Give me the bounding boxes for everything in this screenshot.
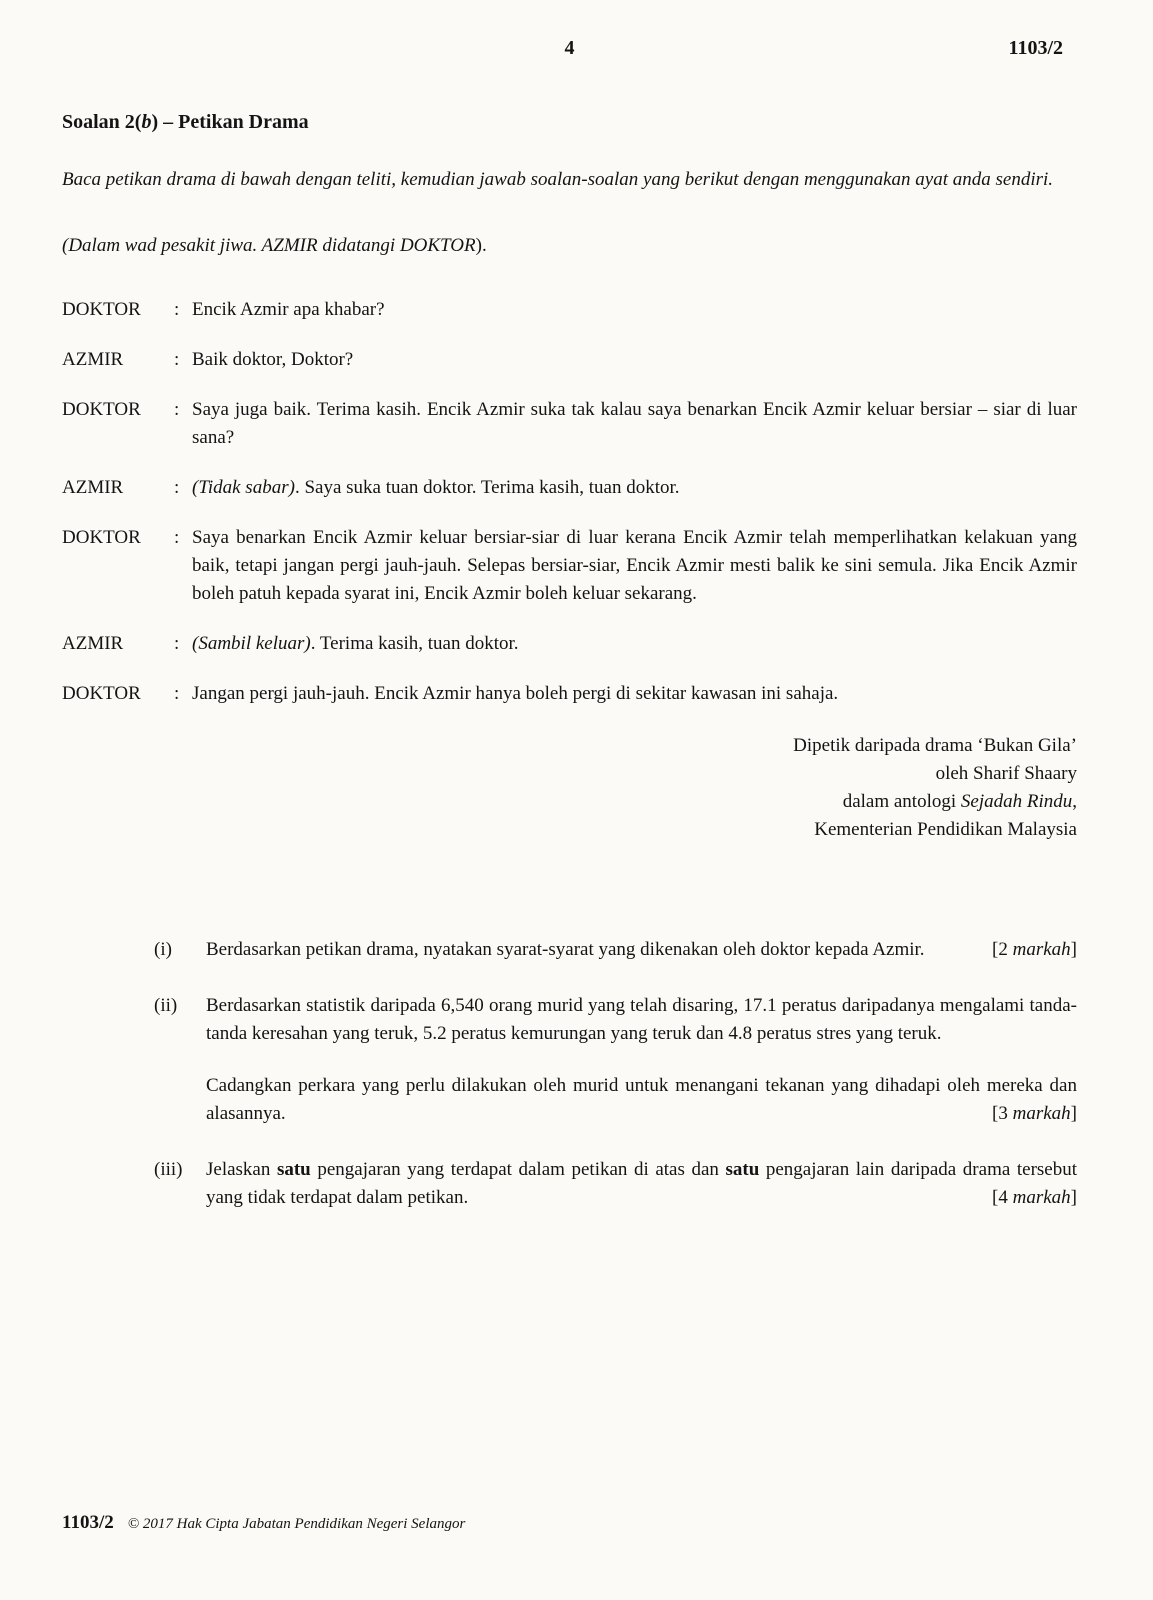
- question-iii-bold1: satu: [276, 1159, 311, 1180]
- dialogue-line-3: [62, 396, 1077, 452]
- speech-body: Encik Azmir apa khabar?: [192, 299, 385, 320]
- question-i-text: [206, 936, 1077, 964]
- question-i-text-body: Berdasarkan petikan drama, nyatakan syarat-syarat yang dikenakan oleh doktor kepada Azmir.: [206, 939, 925, 960]
- attribution-line-anthology: [62, 788, 1077, 816]
- marks-word: markah: [1012, 1103, 1071, 1124]
- attribution-line-publisher: Kementerian Pendidikan Malaysia: [814, 819, 1077, 840]
- colon-separator: :: [174, 477, 180, 498]
- marks-prefix: [4: [992, 1187, 1013, 1208]
- question-ii-label: (ii): [154, 995, 178, 1016]
- speech-text: [192, 346, 1077, 374]
- stage-cue: (Sambil keluar): [192, 633, 311, 654]
- speech-text: [192, 524, 1077, 608]
- speaker-name: AZMIR: [62, 477, 124, 498]
- dialogue-block: [62, 296, 1077, 708]
- speech-text: [192, 680, 1077, 708]
- colon-separator: :: [174, 299, 180, 320]
- speaker-name: AZMIR: [62, 633, 124, 654]
- speech-text: [192, 630, 1077, 658]
- question-i: [154, 936, 1077, 964]
- question-ii-paragraph-1: Berdasarkan statistik daripada 6,540 orang murid yang telah disaring, 17.1 peratus daripadanya mengalami tanda-tanda keresahan yang teruk, 5.2 peratus kemurungan yang teruk dan 4.8 peratus stres yang teruk.: [206, 995, 1077, 1044]
- speaker-name: AZMIR: [62, 349, 124, 370]
- question-ii-body: [206, 992, 1077, 1128]
- marks-word: markah: [1012, 1187, 1071, 1208]
- speech-body: Jangan pergi jauh-jauh. Encik Azmir hanya boleh pergi di sekitar kawasan ini sahaja.: [192, 683, 839, 704]
- section-title-prefix: Soalan 2(: [62, 111, 142, 133]
- marks-prefix: [3: [992, 1103, 1013, 1124]
- marks-suffix: ]: [1070, 1103, 1077, 1124]
- question-iii: [154, 1156, 1077, 1212]
- question-iii-bold2: satu: [725, 1159, 760, 1180]
- question-iii-body: [206, 1156, 1077, 1212]
- question-ii-text-body: Cadangkan perkara yang perlu dilakukan oleh murid untuk menangani tekanan yang dihadapi oleh mereka dan alasannya.: [206, 1075, 1077, 1124]
- speech-text: [192, 474, 1077, 502]
- page-number: 4: [564, 37, 575, 59]
- attribution-block: [62, 732, 1077, 844]
- footer-copyright: © 2017 Hak Cipta Jabatan Pendidikan Negeri Selangor: [127, 1516, 466, 1532]
- page-header: [62, 34, 1077, 64]
- attribution-line-source: Dipetik daripada drama ‘Bukan Gila’: [793, 735, 1077, 756]
- page-footer: [62, 1509, 465, 1538]
- marks-suffix: ]: [1070, 939, 1077, 960]
- dialogue-line-1: [62, 296, 1077, 324]
- question-iii-seg1: Jelaskan: [206, 1159, 277, 1180]
- question-iii-text: [206, 1156, 1077, 1212]
- colon-separator: :: [174, 633, 180, 654]
- attribution-anthology-suffix: ,: [1072, 791, 1077, 812]
- section-title-suffix: ) – Petikan Drama: [151, 111, 309, 133]
- speech-body: Baik doktor, Doktor?: [192, 349, 354, 370]
- question-iii-seg2: pengajaran yang terdapat dalam petikan di atas dan: [310, 1159, 726, 1180]
- question-iii-seg3: pengajaran lain daripada drama tersebut yang tidak terdapat dalam petikan.: [206, 1159, 1078, 1208]
- marks-suffix: ]: [1070, 1187, 1077, 1208]
- question-i-marks: [992, 936, 1077, 964]
- footer-paper-code: 1103/2: [62, 1512, 114, 1533]
- question-ii: [154, 992, 1077, 1128]
- stage-cue: (Tidak sabar): [192, 477, 295, 498]
- speech-text: [192, 396, 1077, 452]
- marks-word: markah: [1012, 939, 1071, 960]
- speech-body: . Saya suka tuan doktor. Terima kasih, tuan doktor.: [294, 477, 680, 498]
- instructions-text: Baca petikan drama di bawah dengan teliti, kemudian jawab soalan-soalan yang berikut dengan menggunakan ayat anda sendiri.: [62, 169, 1054, 190]
- speaker-name: DOKTOR: [62, 299, 141, 320]
- dialogue-line-5: [62, 524, 1077, 608]
- colon-separator: :: [174, 349, 180, 370]
- stage-direction-rest: ).: [475, 235, 487, 256]
- speaker-name: DOKTOR: [62, 683, 141, 704]
- colon-separator: :: [174, 527, 180, 548]
- attribution-anthology-title: Sejadah Rindu: [960, 791, 1073, 812]
- stage-direction: [62, 232, 1077, 260]
- question-i-body: [206, 936, 1077, 964]
- dialogue-line-7: [62, 680, 1077, 708]
- speech-body: . Terima kasih, tuan doktor.: [310, 633, 519, 654]
- colon-separator: :: [174, 683, 180, 704]
- speech-body: Saya juga baik. Terima kasih. Encik Azmir suka tak kalau saya benarkan Encik Azmir keluar bersiar – siar di luar sana?: [192, 399, 1077, 448]
- question-ii-paragraph-2: [206, 1072, 1077, 1128]
- speaker-name: DOKTOR: [62, 399, 141, 420]
- dialogue-line-2: [62, 346, 1077, 374]
- attribution-line-author: oleh Sharif Shaary: [935, 763, 1077, 784]
- section-title: [62, 108, 1077, 136]
- question-iii-marks: [992, 1184, 1077, 1212]
- marks-prefix: [2: [992, 939, 1013, 960]
- dialogue-line-4: [62, 474, 1077, 502]
- question-ii-marks: [992, 1100, 1077, 1128]
- speaker-name: DOKTOR: [62, 527, 141, 548]
- attribution-anthology-prefix: dalam antologi: [842, 791, 961, 812]
- dialogue-line-6: [62, 630, 1077, 658]
- speech-text: [192, 296, 1077, 324]
- speech-body: Saya benarkan Encik Azmir keluar bersiar-siar di luar kerana Encik Azmir telah memperlihatkan kelakuan yang baik, tetapi jangan pergi jauh-jauh. Selepas bersiar-siar, Encik Azmir mesti balik ke sini semula. Jika Encik Azmir boleh patuh kepada syarat ini, Encik Azmir boleh keluar sekarang.: [192, 527, 1077, 604]
- stage-direction-italic: (Dalam wad pesakit jiwa. AZMIR didatangi DOKTOR: [62, 235, 476, 256]
- paper-code: 1103/2: [1008, 37, 1063, 59]
- question-i-label: (i): [154, 939, 172, 960]
- question-iii-label: (iii): [154, 1159, 183, 1180]
- section-title-italic: b: [141, 111, 152, 133]
- colon-separator: :: [174, 399, 180, 420]
- questions-block: [154, 936, 1077, 1212]
